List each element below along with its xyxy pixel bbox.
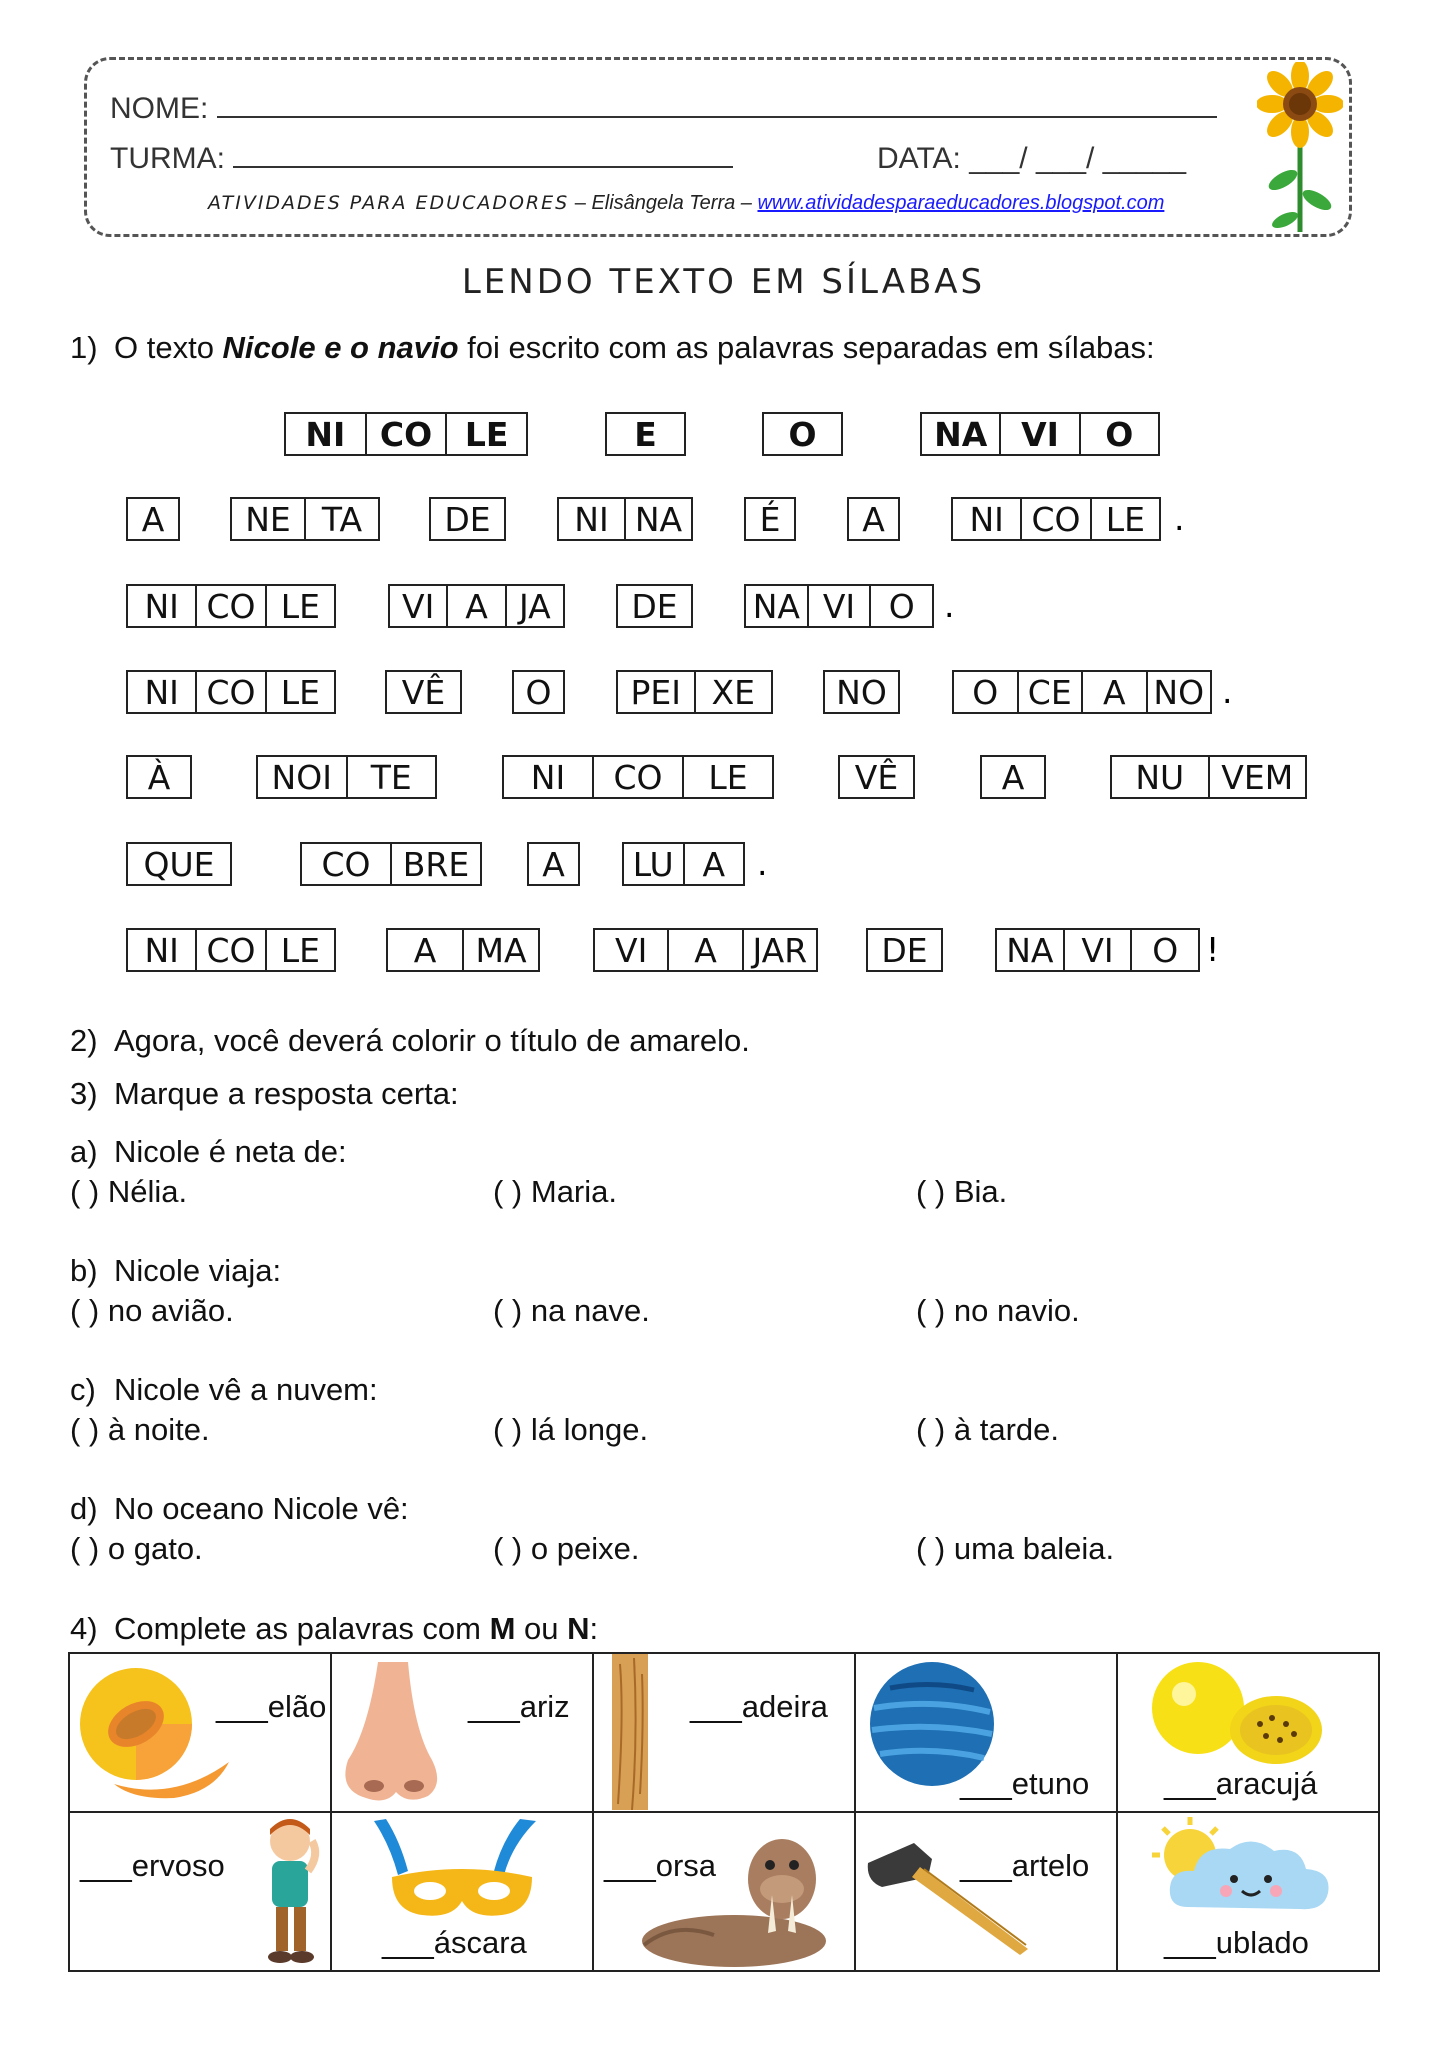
answer-option[interactable]: ( ) à tarde. — [916, 1412, 1059, 1447]
syllable: VÊ — [401, 672, 446, 712]
syllable: CO — [594, 757, 684, 797]
punctuation: . — [1174, 499, 1185, 538]
syllable: NOI — [258, 757, 348, 797]
answer-option[interactable]: ( ) Nélia. — [70, 1174, 188, 1209]
grid-cell — [1117, 1653, 1379, 1812]
syllable: LE — [280, 586, 320, 626]
syllable-row — [0, 584, 1447, 628]
word-box — [527, 842, 580, 886]
subquestion-b — [70, 1253, 281, 1289]
question-number: 3) — [70, 1076, 98, 1111]
syllable: DE — [444, 499, 491, 539]
subquestion-label: b) — [70, 1253, 98, 1288]
syllable: VI — [390, 586, 448, 626]
syllable: NI — [559, 499, 626, 539]
grid-row — [69, 1653, 1379, 1812]
word-box — [866, 928, 943, 972]
syllable: TA — [321, 499, 363, 539]
word-blank[interactable]: ___ublado — [1164, 1925, 1309, 1960]
syllable: XE — [711, 672, 755, 712]
syllable: E — [634, 414, 657, 454]
date-field[interactable] — [877, 142, 1186, 176]
subquestion-label: a) — [70, 1134, 98, 1169]
grid-row — [69, 1812, 1379, 1971]
syllable: NI — [128, 672, 197, 712]
word-box — [126, 584, 336, 628]
word-box — [995, 928, 1200, 972]
grid-cell — [593, 1812, 855, 1971]
name-label: NOME: — [110, 92, 209, 125]
subquestion-text: Nicole vê a nuvem: — [114, 1372, 378, 1407]
date-label: DATA: — [877, 142, 961, 175]
brand-text: ATIVIDADES PARA EDUCADORES — [208, 192, 570, 214]
syllable-row — [0, 842, 1447, 886]
punctuation: ! — [1206, 930, 1220, 969]
syllable: NA — [746, 586, 809, 626]
syllable: O — [1152, 930, 1179, 970]
q4-mid: ou — [515, 1611, 568, 1646]
word-box — [230, 497, 380, 541]
word-box — [744, 497, 796, 541]
word-box — [593, 928, 818, 972]
syllable-row — [0, 755, 1447, 799]
q4-pre: Complete as palavras com — [114, 1611, 490, 1646]
word-box — [823, 670, 900, 714]
page-title[interactable]: LENDO TEXTO EM SÍLABAS — [461, 262, 986, 302]
word-blank[interactable]: ___aracujá — [1164, 1766, 1318, 1801]
question-number: 4) — [70, 1611, 98, 1646]
syllable: CO — [197, 672, 266, 712]
syllable: JAR — [752, 930, 808, 970]
word-box — [557, 497, 693, 541]
syllable-row — [0, 670, 1447, 714]
wood-plank-icon — [608, 1654, 652, 1810]
question-text: Marque a resposta certa: — [114, 1076, 459, 1111]
syllable: NI — [128, 930, 197, 970]
word-box — [126, 928, 336, 972]
syllable: NA — [634, 499, 683, 539]
syllable: LE — [280, 930, 320, 970]
word-box — [1110, 755, 1307, 799]
syllable: NE — [232, 499, 306, 539]
syllable: NI — [953, 499, 1022, 539]
word-blank[interactable]: ___etuno — [960, 1766, 1090, 1801]
word-box — [284, 412, 528, 456]
word-box — [502, 755, 774, 799]
syllable: O — [788, 414, 817, 454]
word-box — [512, 670, 565, 714]
syllable: LU — [624, 844, 685, 884]
syllable: LE — [708, 757, 748, 797]
syllable: O — [954, 672, 1019, 712]
syllable-row — [0, 928, 1447, 972]
grid-cell — [593, 1653, 855, 1812]
syllable-row — [0, 497, 1447, 541]
syllable: NI — [128, 586, 197, 626]
syllable: A — [1001, 757, 1025, 797]
carnival-mask-icon — [352, 1815, 572, 1925]
turma-line[interactable] — [233, 142, 733, 168]
syllable: A — [702, 844, 726, 884]
word-box — [762, 412, 843, 456]
q4-post: : — [589, 1611, 599, 1646]
syllable: VI — [1001, 414, 1080, 454]
word-box — [385, 670, 462, 714]
subquestion-d — [70, 1491, 409, 1527]
syllable: BRE — [402, 844, 470, 884]
word-box — [300, 842, 482, 886]
syllable: VEM — [1221, 757, 1294, 797]
syllable: CO — [1022, 499, 1091, 539]
word-grid — [68, 1652, 1380, 1972]
word-box — [605, 412, 686, 456]
syllable: NO — [836, 672, 887, 712]
syllable: À — [147, 757, 171, 797]
word-box — [126, 842, 232, 886]
syllable: A — [448, 586, 506, 626]
question-2 — [70, 1023, 750, 1059]
name-line[interactable] — [217, 92, 1217, 118]
syllable: A — [1083, 672, 1148, 712]
question-1 — [70, 330, 1155, 366]
syllable: DE — [631, 586, 678, 626]
word-blank[interactable]: ___ervoso — [80, 1848, 225, 1883]
answer-option[interactable]: ( ) o peixe. — [493, 1531, 640, 1566]
syllable: LE — [280, 672, 320, 712]
syllable: A — [388, 930, 464, 970]
grid-cell — [69, 1653, 331, 1812]
word-box — [126, 670, 336, 714]
turma-label: TURMA: — [110, 142, 225, 175]
answer-option[interactable]: ( ) no navio. — [916, 1293, 1080, 1328]
syllable: NA — [922, 414, 1001, 454]
punctuation: . — [757, 844, 768, 883]
word-box — [616, 670, 773, 714]
syllable: CO — [302, 844, 392, 884]
word-box — [622, 842, 745, 886]
credits-dash: – — [574, 192, 586, 214]
syllable: MA — [475, 930, 527, 970]
passion-fruit-icon — [1148, 1658, 1328, 1770]
name-field[interactable] — [110, 92, 1217, 126]
grid-cell — [331, 1812, 593, 1971]
word-blank[interactable]: ___artelo — [960, 1848, 1090, 1883]
syllable: VI — [809, 586, 872, 626]
punctuation: . — [1222, 672, 1233, 711]
letter-m: M — [489, 1611, 516, 1646]
syllable: NA — [997, 930, 1065, 970]
word-box — [951, 497, 1161, 541]
syllable: LE — [1105, 499, 1145, 539]
word-box — [847, 497, 900, 541]
syllable: A — [669, 930, 743, 970]
syllable: CO — [197, 930, 266, 970]
syllable-row — [0, 412, 1447, 456]
answer-option[interactable]: ( ) lá longe. — [493, 1412, 649, 1447]
credits-line — [208, 192, 1164, 215]
syllable: A — [862, 499, 885, 539]
word-box — [838, 755, 915, 799]
syllable: PEI — [618, 672, 696, 712]
grid-cell — [331, 1653, 593, 1812]
answer-option[interactable]: ( ) na nave. — [493, 1293, 650, 1328]
nose-icon — [336, 1660, 446, 1808]
grid-cell — [69, 1812, 331, 1971]
syllable: NI — [286, 414, 367, 454]
answer-option[interactable]: ( ) o gato. — [70, 1531, 203, 1566]
syllable: CO — [367, 414, 448, 454]
syllable: VÊ — [854, 757, 899, 797]
word-box — [126, 755, 192, 799]
syllable: NI — [504, 757, 594, 797]
word-box — [256, 755, 437, 799]
subquestion-label: c) — [70, 1372, 96, 1407]
answer-option[interactable]: ( ) no avião. — [70, 1293, 234, 1328]
word-blank[interactable]: ___elão — [216, 1689, 327, 1724]
subquestion-a — [70, 1134, 347, 1170]
word-box — [616, 584, 693, 628]
story-title: Nicole e o navio — [222, 330, 459, 365]
q1-post: foi escrito com as palavras separadas em sílabas: — [458, 330, 1155, 365]
date-blanks[interactable]: ___/ ___/ _____ — [969, 142, 1187, 175]
word-box — [386, 928, 540, 972]
syllable: A — [542, 844, 565, 884]
subquestion-c — [70, 1372, 378, 1408]
answer-option[interactable]: ( ) uma baleia. — [916, 1531, 1115, 1566]
syllable: A — [141, 499, 165, 539]
word-blank[interactable]: ___orsa — [604, 1848, 717, 1883]
site-link[interactable]: www.atividadesparaeducadores.blogspot.com — [757, 192, 1165, 214]
q1-pre: O texto — [114, 330, 223, 365]
question-4 — [70, 1611, 598, 1647]
author-text: Elisângela Terra – — [591, 192, 752, 214]
question-3 — [70, 1076, 459, 1112]
word-blank[interactable]: ___ariz — [468, 1689, 570, 1724]
word-box — [980, 755, 1046, 799]
subquestion-text: No oceano Nicole vê: — [114, 1491, 409, 1526]
syllable: VI — [595, 930, 669, 970]
syllable: CE — [1019, 672, 1084, 712]
answer-option[interactable]: ( ) à noite. — [70, 1412, 210, 1447]
syllable: JA — [518, 586, 551, 626]
answer-option[interactable]: ( ) Bia. — [916, 1174, 1008, 1209]
nervous-boy-icon — [256, 1815, 326, 1967]
walrus-icon — [634, 1825, 854, 1969]
word-box — [388, 584, 565, 628]
question-number: 2) — [70, 1023, 98, 1058]
syllable: NO — [1153, 672, 1205, 712]
punctuation: . — [944, 586, 955, 625]
word-box — [920, 412, 1160, 456]
melon-icon — [74, 1662, 234, 1802]
word-box — [744, 584, 934, 628]
subquestion-text: Nicole viaja: — [114, 1253, 282, 1288]
syllable: O — [525, 672, 552, 712]
answer-option[interactable]: ( ) Maria. — [493, 1174, 617, 1209]
grid-cell — [855, 1812, 1117, 1971]
question-text: Agora, você deverá colorir o título de amarelo. — [114, 1023, 750, 1058]
word-box — [952, 670, 1212, 714]
syllable: O — [888, 586, 915, 626]
syllable: É — [759, 499, 781, 539]
question-number: 1) — [70, 330, 98, 365]
turma-field[interactable] — [110, 142, 733, 176]
word-blank[interactable]: ___áscara — [382, 1925, 527, 1960]
subquestion-text: Nicole é neta de: — [114, 1134, 347, 1169]
grid-cell — [855, 1653, 1117, 1812]
syllable: DE — [881, 930, 928, 970]
syllable: QUE — [143, 844, 215, 884]
syllable: VI — [1065, 930, 1133, 970]
syllable: TE — [370, 757, 412, 797]
word-box — [429, 497, 506, 541]
syllable: NU — [1112, 757, 1210, 797]
letter-n: N — [567, 1611, 590, 1646]
word-blank[interactable]: ___adeira — [690, 1689, 828, 1724]
sunflower-icon — [1257, 62, 1343, 234]
grid-cell — [1117, 1812, 1379, 1971]
subquestion-label: d) — [70, 1491, 98, 1526]
cloudy-sun-icon — [1148, 1815, 1348, 1927]
syllable: O — [1105, 414, 1134, 454]
word-box — [126, 497, 180, 541]
syllable: CO — [197, 586, 266, 626]
syllable: LE — [464, 414, 509, 454]
